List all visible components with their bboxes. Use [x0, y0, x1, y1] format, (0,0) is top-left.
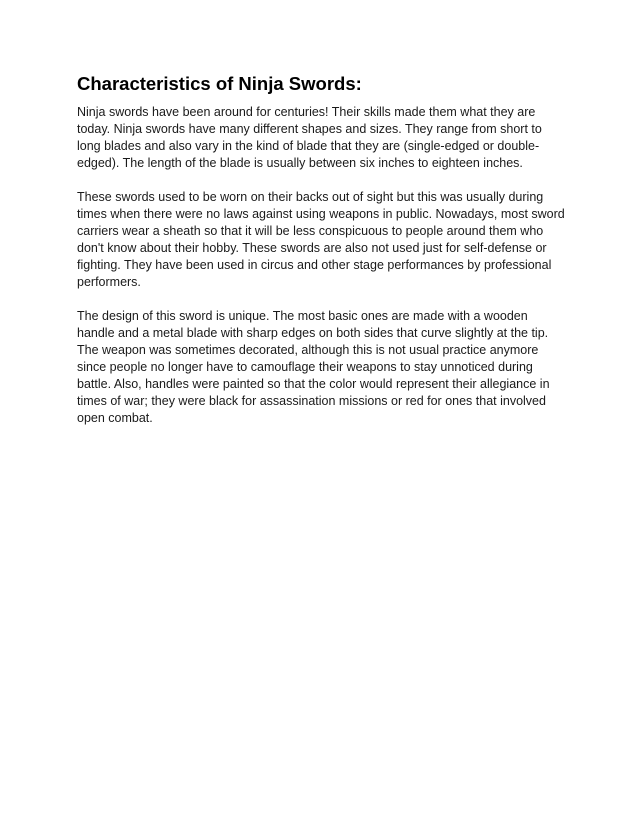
document-page [77, 72, 567, 444]
paragraph-carrying: These swords used to be worn on their backs out of sight but this was usually during times when there were no laws against using weapons in public. Nowadays, most sword carriers wear a sheath so that it will be less conspicuous to people around them who don't know about their hobby. These swords are also not used just for self-defense or fighting. They have been used in circus and other stage performances by professional performers. [77, 190, 565, 289]
paragraph-history: Ninja swords have been around for centuries! Their skills made them what they are today. Ninja swords have many different shapes and sizes. They range from short to long blades and also vary in the kind of blade that they are (single-edged or double-edged). The length of the blade is usually between six inches to eighteen inches. [77, 105, 542, 170]
paragraph-design: The design of this sword is unique. The most basic ones are made with a wooden handle and a metal blade with sharp edges on both sides that curve slightly at the tip. The weapon was sometimes decorated, although this is not usual practice anymore since people no longer have to camouflage their weapons to stay unnoticed during battle. Also, handles were painted so that the color would represent their allegiance in times of war; they were black for assassination missions or red for ones that involved open combat. [77, 309, 550, 425]
document-title: Characteristics of Ninja Swords: [77, 73, 362, 94]
